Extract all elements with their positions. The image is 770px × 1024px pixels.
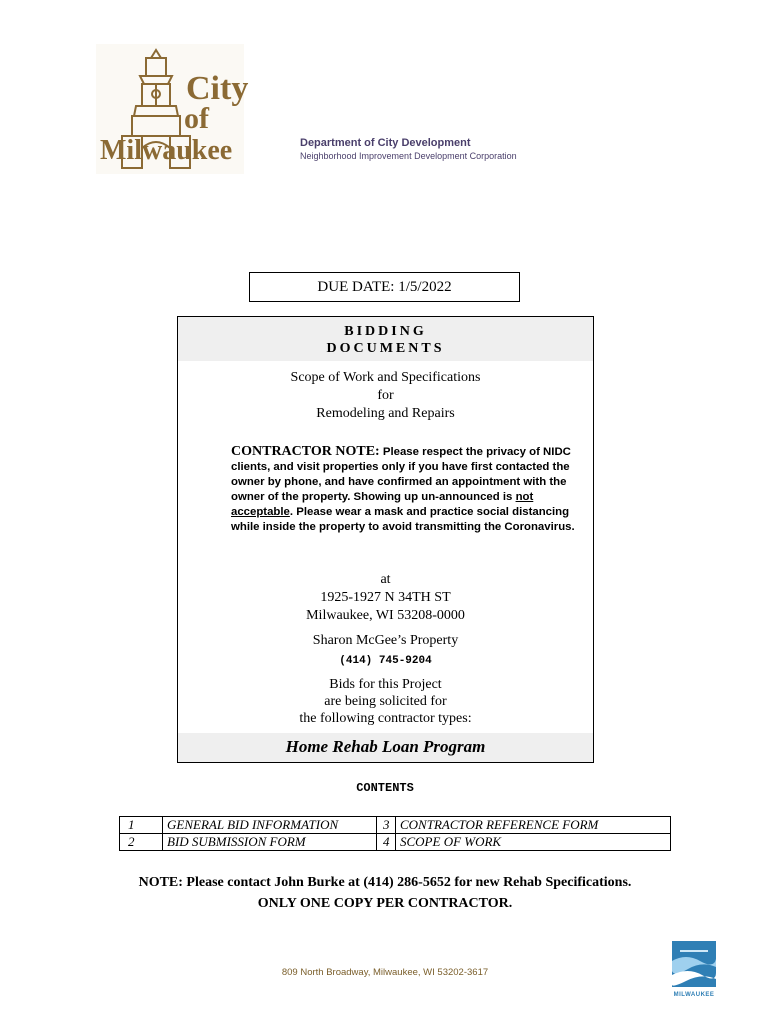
contents-title: CONTENTS — [356, 781, 414, 795]
contractor-note — [231, 444, 581, 535]
scope-line3: Remodeling and Repairs — [316, 406, 455, 421]
contents-table — [119, 816, 671, 851]
bidding-title-line1: BIDDING — [344, 324, 427, 339]
contractor-note-lead: CONTRACTOR NOTE: — [231, 444, 380, 459]
milwaukee-brand-text: MILWAUKEE — [673, 992, 715, 998]
bids-line2: are being solicited for — [324, 694, 447, 709]
department-name: Department of City Development — [300, 137, 471, 149]
contact-note — [0, 872, 770, 914]
program-name: Home Rehab Loan Program — [285, 737, 486, 756]
department-header — [300, 137, 517, 161]
table-row — [120, 817, 671, 834]
address-city: Milwaukee, WI 53208-0000 — [306, 608, 465, 623]
property-owner: Sharon McGee’s Property — [312, 633, 459, 648]
address-street: 1925-1927 N 34TH ST — [320, 590, 451, 605]
bids-line1: Bids for this Project — [329, 677, 442, 692]
bidding-title — [178, 323, 593, 357]
corporation-name: Neighborhood Improvement Development Corporation — [300, 151, 517, 161]
scope-heading — [178, 369, 593, 423]
logo-milwaukee-text: Milwaukee — [100, 135, 233, 166]
bids-line3: the following contractor types: — [299, 711, 472, 726]
contractor-note-emphasis: not acceptable — [231, 491, 534, 518]
address-at: at — [380, 572, 391, 587]
bidding-title-line2: DOCUMENTS — [326, 341, 445, 356]
contact-note-line2: ONLY ONE COPY PER CONTRACTOR. — [257, 896, 513, 911]
owner-phone: (414) 745-9204 — [339, 655, 432, 667]
property-address — [178, 571, 593, 625]
logo-of-text: of — [184, 102, 209, 135]
bids-solicited — [178, 676, 593, 727]
contents-number: 1 — [120, 817, 163, 834]
contents-item: BID SUBMISSION FORM — [163, 834, 377, 851]
logo-city-text: City — [186, 70, 249, 107]
bidding-documents-box — [177, 316, 594, 763]
contents-number: 4 — [377, 834, 396, 851]
contractor-note-body: Please respect the privacy of NIDC clients, and visit properties only if you have first contacted the owner by phone, and have confirmed an appointment with the owner of the property. Showing up un-announced is — [231, 446, 571, 503]
city-of-milwaukee-logo — [96, 44, 249, 174]
milwaukee-wave-icon — [672, 941, 716, 987]
scope-line2: for — [377, 388, 394, 403]
contents-item: GENERAL BID INFORMATION — [163, 817, 377, 834]
contents-number: 2 — [120, 834, 163, 851]
footer-address: 809 North Broadway, Milwaukee, WI 53202-3617 — [281, 967, 489, 978]
contractor-note-body-end: . Please wear a mask and practice social distancing while inside the property to avoid transmitting the Coronavirus. — [231, 506, 575, 533]
contents-number: 3 — [377, 817, 396, 834]
due-date-box: DUE DATE: 1/5/2022 — [249, 272, 520, 302]
scope-line1: Scope of Work and Specifications — [290, 370, 481, 385]
contact-note-line1: NOTE: Please contact John Burke at (414) 286-5652 for new Rehab Specifications. — [138, 875, 632, 890]
contents-item: SCOPE OF WORK — [396, 834, 671, 851]
contents-item: CONTRACTOR REFERENCE FORM — [396, 817, 671, 834]
table-row — [120, 834, 671, 851]
milwaukee-brand-logo — [672, 941, 716, 998]
